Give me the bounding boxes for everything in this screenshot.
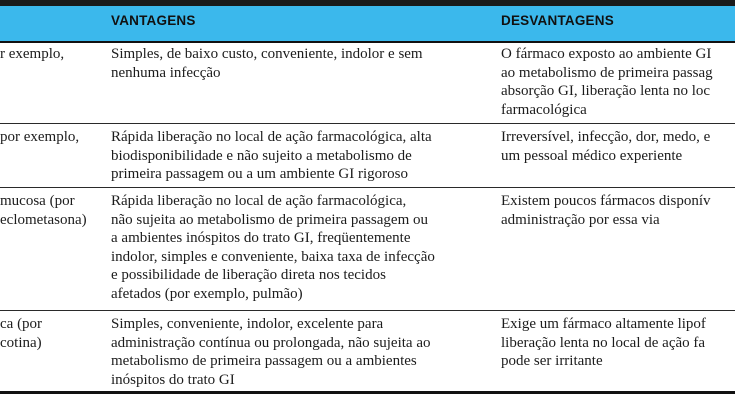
row-3-desvantagens: Existem poucos fármacos disponív administração por essa via xyxy=(501,193,711,228)
row-4-desvantagens: Exige um fármaco altamente lipof liberação lenta no local de ação fa pode ser irritante xyxy=(501,316,706,369)
bottom-border xyxy=(0,391,735,394)
row-divider xyxy=(0,310,735,311)
row-2-vantagens: Rápida liberação no local de ação farmacológica, alta biodisponibilidade e não sujeito a metabolismo de primeira passagem ou a um ambiente GI rigoroso xyxy=(111,129,432,182)
row-4-vantagens: Simples, conveniente, indolor, excelente para administração contínua ou prolongada, não sujeita ao metabolismo de primeira passagem ou a ambientes inóspitos do trato GI xyxy=(111,316,431,388)
row-divider xyxy=(0,187,735,188)
row-divider xyxy=(0,123,735,124)
header-divider xyxy=(0,41,735,43)
header-vantagens: VANTAGENS xyxy=(111,13,196,28)
row-3-via: mucosa (por eclometasona) xyxy=(0,193,87,228)
row-2-desvantagens: Irreversível, infecção, dor, medo, e um pessoal médico experiente xyxy=(501,129,711,164)
row-3-vantagens: Rápida liberação no local de ação farmacológica, não sujeita ao metabolismo de primeira passagem ou a ambientes inóspitos do trato GI, freqüentemente indolor, simples e conveniente, baixa taxa de infecção e possibilidade de liberação direta nos tecidos afetados (por exemplo, pulmão) xyxy=(111,193,435,302)
row-1-via: r exemplo, xyxy=(0,46,65,62)
row-2-via: por exemplo, xyxy=(0,129,80,145)
row-1-vantagens: Simples, de baixo custo, conveniente, indolor e sem nenhuma infecção xyxy=(111,46,423,81)
row-4-via: ca (por cotina) xyxy=(0,316,43,351)
header-desvantagens: DESVANTAGENS xyxy=(501,13,614,28)
row-1-desvantagens: O fármaco exposto ao ambiente GI ao metabolismo de primeira passag absorção GI, liberação lenta no loc farmacológica xyxy=(501,46,713,118)
table-header xyxy=(0,6,735,41)
